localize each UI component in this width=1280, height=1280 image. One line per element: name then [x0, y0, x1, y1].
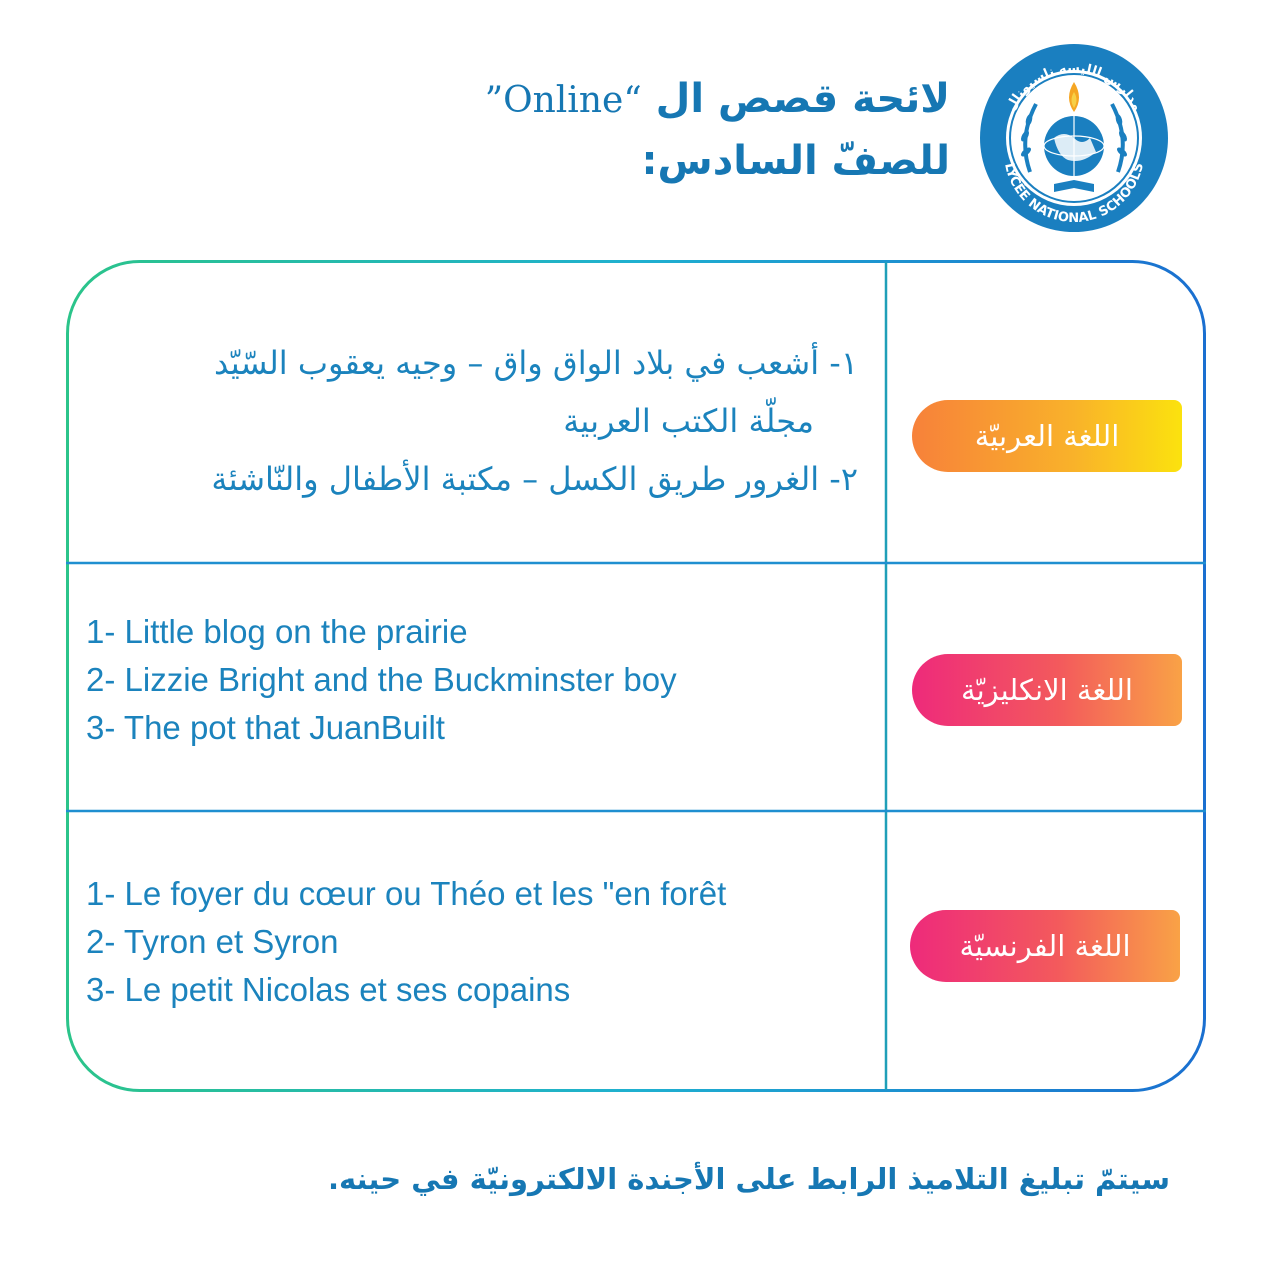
footer-note: سيتمّ تبليغ التلاميذ الرابط على الأجندة الالكترونيّة في حينه.	[327, 1162, 1170, 1196]
logo-text-latin: LYCÉE NATIONAL SCHOOLS	[1001, 161, 1147, 227]
list-item: ٢- الغرور طريق الكسل – مكتبة الأطفال والنّاشئة	[211, 460, 858, 498]
list-item: 2- Lizzie Bright and the Buckminster boy	[86, 661, 677, 698]
list-item: 1- Little blog on the prairie	[86, 613, 468, 650]
label-arabic-language: اللغة العربيّة	[912, 400, 1182, 472]
title-online: “Online”	[484, 80, 642, 121]
list-item: مجلّة الكتب العربية	[563, 402, 814, 440]
arabic-books-list	[98, 334, 858, 508]
title-line-1	[330, 70, 950, 130]
english-books-list	[86, 608, 866, 752]
title-line-2: للصفّ السادس:	[641, 138, 950, 184]
label-english-language: اللغة الانكليزيّة	[912, 654, 1182, 726]
french-books-list	[86, 870, 866, 1014]
list-item: ١- أشعب في بلاد الواق واق – وجيه يعقوب السّيّد	[214, 344, 858, 382]
list-item: 3- The pot that JuanBuilt	[86, 709, 445, 746]
title-arabic: لائحة قصص ال	[655, 76, 950, 122]
label-french-language: اللغة الفرنسيّة	[910, 910, 1180, 982]
school-crest-logo	[978, 42, 1170, 234]
list-item: 3- Le petit Nicolas et ses copains	[86, 971, 571, 1008]
logo-text-arabic: مدارس الليسه ناسيونال	[1003, 60, 1145, 114]
list-item: 1- Le foyer du cœur ou Théo et les "en forêt	[86, 875, 727, 912]
page-title	[330, 70, 950, 192]
list-item: 2- Tyron et Syron	[86, 923, 339, 960]
